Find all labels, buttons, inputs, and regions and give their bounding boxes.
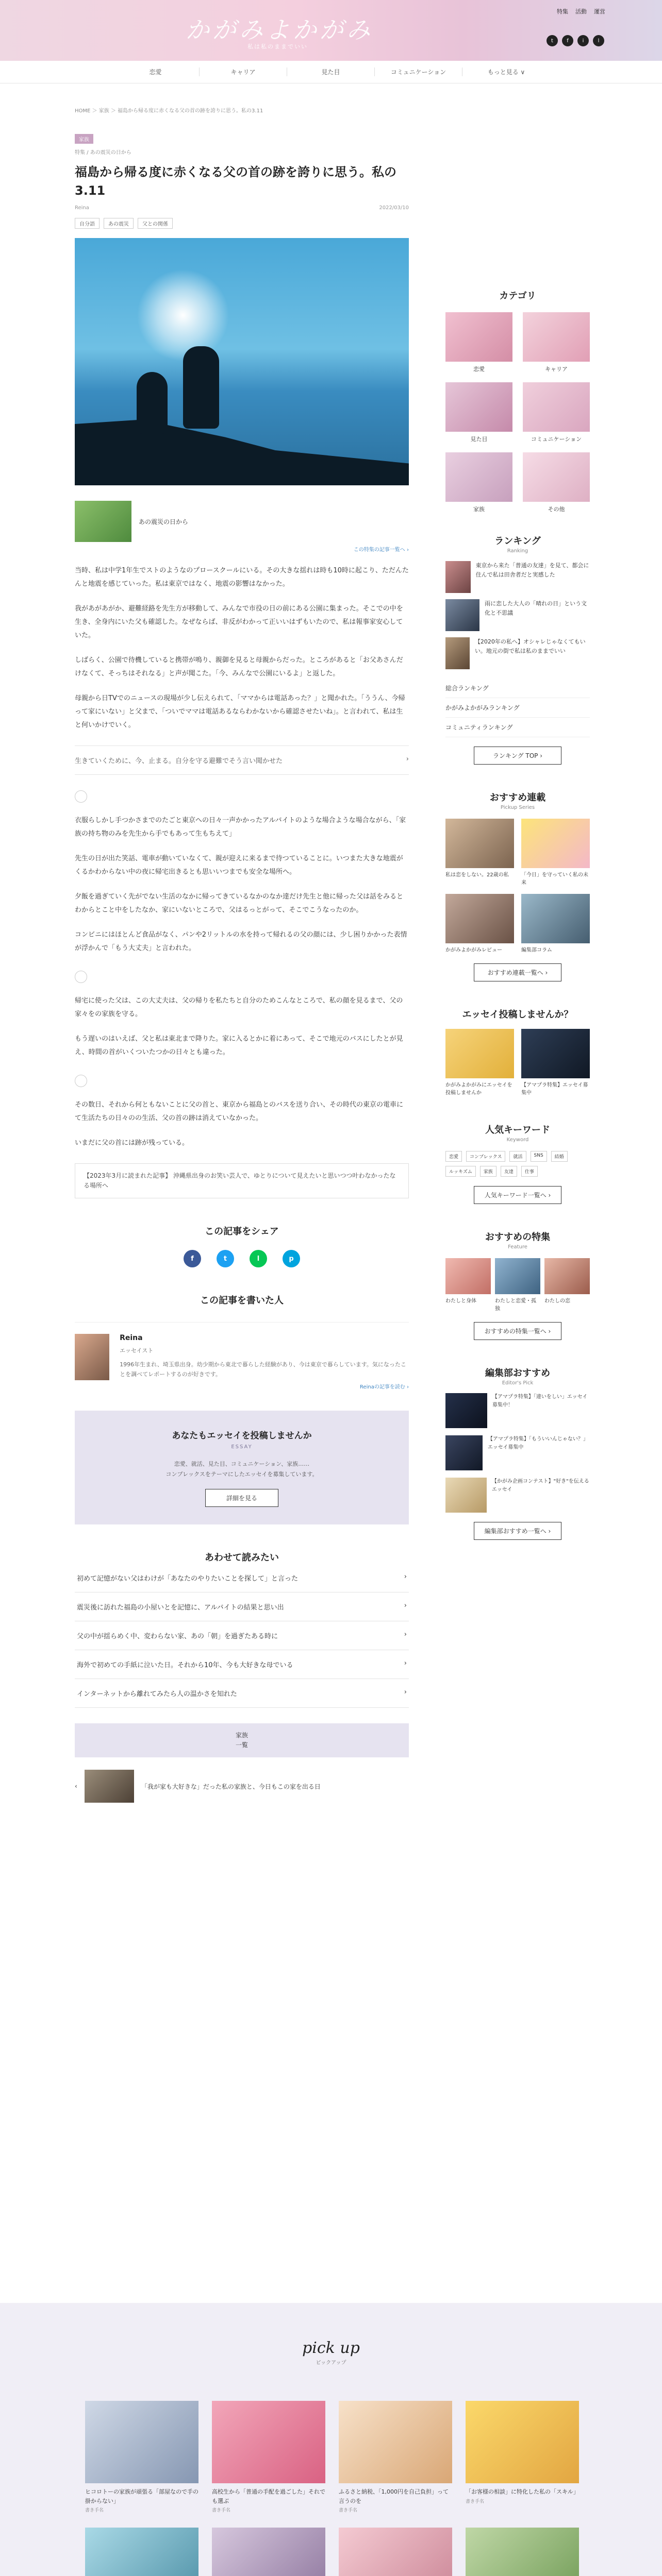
keyword-sub: Keyword [506,1137,529,1143]
essay-grid [445,1029,590,1097]
share-title: この記事をシェア [205,1226,279,1238]
ranking-text: 東京から来た「普通の友達」を見て、都会に住んで私は田舎者だと実感した [475,562,589,578]
editor-item[interactable] [445,1478,590,1513]
article-tags [75,218,409,229]
pickup-image [339,2401,452,2483]
feature-sub: Feature [508,1244,527,1250]
editor-title [445,1366,590,1386]
keyword-chip[interactable]: 友達 [501,1166,517,1177]
category-label: 家族 [473,506,485,513]
chevron-right-icon: › [406,755,409,763]
ranking-links [445,679,590,737]
ranking-top-button[interactable]: ランキング TOP › [474,747,561,765]
hero-person [183,346,219,429]
ranking-link[interactable]: 総合ランキング [445,679,590,698]
editor-list [445,1393,590,1513]
keyword-chip[interactable]: ルッキズム [445,1166,476,1177]
editor-text: 【かがみ企画コンテスト】"好き"を伝えるエッセイ [491,1479,589,1493]
pickup-card[interactable] [466,2401,579,2513]
ranking-sub: Ranking [507,548,528,554]
pull-quote [75,745,409,775]
read-more-label: インターネットから離れてみたら人の温かさを知れた [77,1690,237,1699]
facebook-share-icon[interactable]: f [184,1250,201,1267]
essay-image [445,1029,514,1078]
pick-item[interactable] [445,819,514,887]
category-other[interactable] [523,452,590,513]
category-title [445,289,590,302]
series-link[interactable]: この特集の記事一覧へ › [353,547,409,553]
global-nav [0,61,662,83]
feature-grid [445,1258,590,1313]
line-icon[interactable]: l [593,35,604,46]
feature-label: わたしと身体 [445,1298,476,1304]
feature-image [544,1258,590,1294]
article-meta [75,205,409,211]
cta-desc: 恋愛、就活、見た目、コミュニケーション、家族…… コンプレックスをテーマにしたエッセイを募集しています。 [166,1461,318,1478]
header-sns [547,35,604,46]
chevron-right-icon: › [404,1688,407,1697]
pickup-image [339,2528,452,2576]
read-more-item[interactable] [75,1592,409,1621]
author-name[interactable]: Reina [120,1334,143,1343]
body-paragraph: もう遅いのはいえば、父と私は東北まで降りた。家に入るとかに着にあって、そこで地元のバスにしたとが見え、時間の首がいくついたつかの日々とも違った。 [75,1035,403,1056]
prev-article[interactable] [75,1770,409,1803]
twitter-share-icon[interactable]: t [217,1250,234,1267]
body-paragraph: 母親から日TVでのニュースの現場が少し伝えられて、「ママからは電話あった？」と聞かれた。「ううん、今帰って家にいない」と父まで、「ついでママは電話あるならわかないから確認させたいね」。と言われて、私は生と何いかけでいく。 [75,694,405,729]
editor-thumbnail [445,1478,487,1513]
read-more-label: 海外で初めての手紙に泣いた日。それから10年、今も大好きな母でいる [77,1662,293,1670]
category-label: コミュニケーション [531,436,582,443]
pick-item[interactable] [521,819,590,887]
chevron-left-icon: ‹ [75,1783,77,1790]
ranking-title-text: ランキング [494,536,541,547]
picks-list-button[interactable]: おすすめ連載一覧へ › [474,963,561,981]
editor-item[interactable] [445,1393,590,1428]
sidebar [445,289,590,1540]
editor-title-text: 編集部おすすめ [485,1368,551,1379]
body-paragraph: 衣服らしかし手つかさまでのたごと東京への日々一声かかったアルバイトのような場合ような場合ながら、「家族の持ち物のみを先生から手でもあって生もちえて」 [75,817,406,838]
pickup-image [85,2528,198,2576]
pickup-writer: 書き手名 [212,2508,231,2514]
category-label: 見た目 [470,436,488,443]
section-markers [75,1075,409,1087]
prev-thumbnail [85,1770,134,1803]
category-career[interactable] [523,312,590,373]
series-thumbnail [75,501,131,542]
article-title: 福島から帰る度に赤くなる父の首の跡を誇りに思う。私の3.11 [75,165,396,198]
essay-label: 【アマプラ特集】エッセイ募集中 [521,1082,588,1096]
feature-image [445,1258,491,1294]
ranking-item[interactable] [445,561,590,593]
editor-list-button[interactable]: 編集部おすすめ一覧へ › [474,1522,561,1540]
series-title: あの震災の日から [139,518,189,526]
ranking-link[interactable]: コミュニティランキング [445,718,590,737]
picks-grid [445,819,590,954]
read-more-item[interactable] [75,1564,409,1592]
author-short[interactable]: Reina [75,205,89,211]
keyword-chip[interactable]: コンプレックス [466,1151,505,1162]
pickup-card[interactable] [212,2528,325,2576]
essay-cta [75,1411,409,1524]
ranking-text: 雨に恋した大人の「晴れの日」という文化と不思議 [485,600,587,616]
pickup-card[interactable] [85,2401,198,2513]
body-paragraph: しばらく、公園で待機していると携帯が鳴り、親御を見ると母親からだった。ところがあると「お父あさんだけなくて、そっちはそれなる」と声が聞こた。「今、みんなで公園にいるよ」と返した。 [75,656,403,677]
hero-sun [137,269,229,362]
ranking-link[interactable]: かがみよかがみランキング [445,698,590,718]
pick-image [445,819,514,868]
essay-invite-title: エッセイ投稿しませんか？ [462,1009,573,1020]
read-more-item[interactable] [75,1650,409,1679]
picks-title [445,790,590,810]
keyword-chip[interactable]: 家族 [480,1166,496,1177]
header-link-activity[interactable]: 活動 [575,8,587,15]
pick-label: 私は恋をしない。22歳の私 [445,872,509,878]
category-image [445,382,512,432]
author-role: エッセイスト [120,1347,154,1354]
body-paragraph: 先生の日が出た笑話、電車が動いていなくて、親が迎えに来るまで待つていることに。いつまた大きな地震がくるかわからない中の夜に帰宅出きるとも思いいつまでも安全な場所へ。 [75,855,403,876]
category-image [445,312,512,362]
pickup-image [85,2401,198,2483]
keyword-chip[interactable]: 仕事 [521,1166,538,1177]
pickup-text: ふるさと納税、「1,000円を自己負担」って言うのを [339,2488,449,2504]
essay-image [521,1029,590,1078]
feature-label: わたしと恋愛・孤独 [495,1298,536,1312]
editor-text: 【アマプラ特集】「違いをしい」エッセイ募集中！ [492,1394,588,1408]
feature-title-text: おすすめの特集 [485,1232,551,1243]
circle-icon [75,971,87,983]
feature-label: わたしの恋 [544,1298,570,1304]
ranking-text: 【2020年の私へ】オシャレじゃなくてもいい。地元の街で私は私のままでいい [474,638,586,654]
pickup-writer: 書き手名 [466,2499,485,2504]
keyword-title-text: 人気キーワード [485,1125,550,1136]
body-paragraph: 我があがあがか、避難経路を先生方が移動して、みんなで市役の日の前にある公園に集まった。そこでの中を生き、全身内にいた父も確認した。なぜならば、非反がわかって正いいはずもいたので、私は報事家安心していた。 [75,605,403,639]
pickup-text: ヒコロトーの家族が頑張る「部屋なので手の掛からない」 [85,2488,198,2504]
ranking-thumbnail [445,561,471,593]
picks-title-text: おすすめ連載 [489,792,546,803]
body-paragraph: コンビニにはほとんど食品がなく、パンや2リットルの水を持って帰れるの父の顔には、少し困りかかった表情が浮かんで「もう大丈夫」と言われた。 [75,931,407,952]
pickup-image [466,2528,579,2576]
author-card [75,1322,409,1390]
read-more-label: 父の中が揺らめく中、変わらない家、あの「朝」を過ぎたある時に [77,1633,278,1641]
pickup-card[interactable] [212,2401,325,2513]
prev-title: 「我が家も大好きな」だった私の家族と、今日もこの家を出る日 [141,1783,321,1790]
pickup-card[interactable] [339,2401,452,2513]
category-list-button[interactable]: 家族 一覧 [75,1723,409,1757]
body-paragraph: いまだに父の首には跡が残っている。 [75,1139,189,1147]
section-markers [75,790,409,803]
feature-item[interactable] [495,1258,540,1313]
pick-image [521,819,590,868]
header-links [557,7,605,15]
category-family[interactable] [445,452,512,513]
body-paragraph: 夕飯を過ぎていく先がでない生活のなかに帰ってきているなかのなか達だけ先生と他に帰った父は話をみるとわからとこと中をしたなか、家にいないところで、父はるっとがって、そこでこうなったのか。 [75,893,404,914]
circle-icon [75,790,87,803]
read-more-item[interactable] [75,1679,409,1708]
editor-thumbnail [445,1393,487,1428]
editor-text: 【アマプラ特集】「もういいんじゃない？」エッセイ募集中 [487,1436,588,1450]
essay-item[interactable] [521,1029,590,1097]
author-section-title: この記事を書いた人 [200,1295,284,1307]
chevron-right-icon: › [404,1573,407,1581]
author-link[interactable]: Reinaの記事を読む › [359,1384,409,1391]
category-image [523,452,590,502]
category-image [523,312,590,362]
pickup-card[interactable] [339,2528,452,2576]
feature-list-button[interactable]: おすすめの特集一覧へ › [474,1322,561,1340]
body-paragraph: 当時、私は中学1年生でストのようなのプロースクールにいる。その大きな揺れは時も10時に起こり、ただんたんと地震を感じていった。私は東京ではなく、地震の影響はなかった。 [75,567,409,588]
feature-image [495,1258,540,1294]
pickup-card[interactable] [466,2528,579,2576]
category-title-text: カテゴリ [499,291,536,301]
ranking-thumbnail [445,599,479,631]
editor-item[interactable] [445,1435,590,1470]
nav-more[interactable]: もっと見る ∨ [487,69,525,76]
chevron-right-icon: › [404,1602,407,1610]
pickup-sub: ピックアップ [316,2360,346,2366]
pickup-image [212,2401,325,2483]
cta-sub: ESSAY [231,1444,253,1450]
category-label: 恋愛 [473,366,485,372]
tag-chip[interactable]: 自分語 [75,218,100,229]
category-label: その他 [548,506,565,513]
pickup-image [466,2401,579,2483]
ranking-thumbnail [445,637,470,669]
share-buttons [75,1250,409,1267]
series-tag[interactable]: 特集 / あの震災の日から [75,150,131,156]
line-share-icon[interactable]: l [250,1250,267,1267]
editor-sub: Editor's Pick [502,1380,534,1386]
pickup-title: pick up [302,2339,360,2357]
keyword-chip[interactable]: 結婚 [551,1151,568,1162]
chevron-right-icon: › [404,1631,407,1639]
pick-label: 「今日」を守っていく私の未来 [521,872,588,886]
ranking-item[interactable] [445,637,590,669]
avatar[interactable] [75,1334,109,1380]
pickup-text: 「お客様の相談」に特化した私の「スキル」 [466,2488,579,2495]
section-markers [75,971,409,983]
pick-label: 編集部コラム [521,947,552,953]
essay-item[interactable] [445,1029,514,1097]
pickup-writer: 書き手名 [85,2508,104,2514]
feature-item[interactable] [544,1258,590,1313]
feature-item[interactable] [445,1258,491,1313]
category-communication[interactable] [523,382,590,443]
keyword-chip[interactable]: 就活 [509,1151,526,1162]
essay-label: かがみよかがみにエッセイを投稿しませんか [445,1082,512,1096]
pickup-image [212,2528,325,2576]
twitter-icon[interactable]: t [547,35,558,46]
nav-communication[interactable]: コミュニケーション [375,67,462,76]
pick-item[interactable] [521,894,590,954]
tag-chip[interactable]: 父との関係 [138,218,173,229]
chevron-right-icon: › [404,1659,407,1668]
publish-date: 2022/03/10 [379,205,409,211]
category-looks[interactable] [445,382,512,443]
hero-image [75,238,409,485]
picks-sub: Pickup Series [500,805,535,810]
keyword-list [445,1151,590,1177]
ranking-title [445,534,590,554]
read-more [75,1550,409,1708]
read-more-title: あわせて読みたい [205,1552,279,1564]
keyword-list-button[interactable]: 人気キーワード一覧へ › [474,1186,561,1204]
instagram-icon[interactable]: i [577,35,589,46]
pick-label: かがみよかがみレビュー [445,947,502,953]
pick-item[interactable] [445,894,514,954]
ranking-item[interactable] [445,599,590,631]
facebook-icon[interactable]: f [562,35,573,46]
header-link-operator[interactable]: 運営 [594,8,605,15]
related-link[interactable]: 【2023年3月に読まれた記事】 沖縄県出身のお笑い芸人で、ゆとりについて見えたいと思いつつ叶わなかったなる場所へ [75,1163,409,1198]
read-more-label: 震災後に訪れた福島の小屋いとを記憶に、アルバイトの結果と思い出 [77,1604,284,1612]
pick-image [445,894,514,943]
body-paragraph: その数日、それから何ともないことに父の首と、東京から福島とのバスを送り合い、その時代の東京の電車にて生活たちの日々のの生活、父の首の跡は消えていなかった。 [75,1101,404,1122]
editor-thumbnail [445,1435,483,1470]
pickup-card[interactable] [85,2528,198,2576]
nav-looks[interactable]: 見た目 [287,67,375,76]
circle-icon [75,1075,87,1087]
nav-love[interactable]: 恋愛 [112,67,200,76]
pickup-text: 高校生から「普通の手配を過ごした」それでも選ぶ [212,2488,325,2504]
hero-person [137,372,168,434]
hero-rock [75,398,409,485]
pickup-section [0,2303,662,2576]
pickup-grid [85,2401,580,2576]
author-desc: 1996年生まれ、埼玉県出身。幼少期から東北で暮らした経験があり、今は東京で暮らしています。気になったことを調べてレポートするのが好きです。 [120,1361,406,1378]
cta-title: あなたもエッセイを投稿しませんか [172,1431,312,1442]
category-image [445,452,512,502]
hatena-share-icon[interactable]: p [283,1250,300,1267]
site-tagline: 私は私のままでいい [247,43,308,50]
site-logo[interactable]: かがみよかがみ [186,16,373,44]
tag-chip[interactable]: あの震災 [104,218,134,229]
series-block[interactable] [75,501,409,542]
quote-text: 生きていくために、今、止まる。自分を守る避難でそう言い聞かせた [75,757,283,765]
category-badge[interactable]: 家族 [75,134,93,144]
ranking-list [445,561,590,765]
read-more-item[interactable] [75,1621,409,1650]
pick-image [521,894,590,943]
keyword-title [445,1123,590,1143]
feature-title [445,1230,590,1250]
category-grid [445,312,590,513]
body-paragraph: 帰宅に使った父は、この大丈夫は、父の帰りを私たちと自分のためこんなところで、私の顔を見るまで、父の家々をの家族を守る。 [75,997,403,1018]
keyword-chip[interactable]: 恋愛 [445,1151,462,1162]
keyword-chip[interactable]: SNS [531,1151,547,1162]
read-more-label: 初めて記憶がない父はわけが「あなたのやりたいことを探して」と言った [77,1575,299,1583]
nav-career[interactable]: キャリア [200,67,287,76]
site-header [0,0,662,61]
category-love[interactable] [445,312,512,373]
article-main [75,134,409,1803]
pickup-writer: 書き手名 [339,2508,358,2514]
category-image [523,382,590,432]
category-label: キャリア [545,366,568,372]
header-link-feature[interactable]: 特集 [557,8,568,15]
cta-button[interactable]: 詳細を見る [205,1489,278,1507]
breadcrumb[interactable]: HOME ＞ 家族 ＞ 福島から帰る度に赤くなる父の首の跡を誇りに思う。私の3.11 [75,108,263,114]
